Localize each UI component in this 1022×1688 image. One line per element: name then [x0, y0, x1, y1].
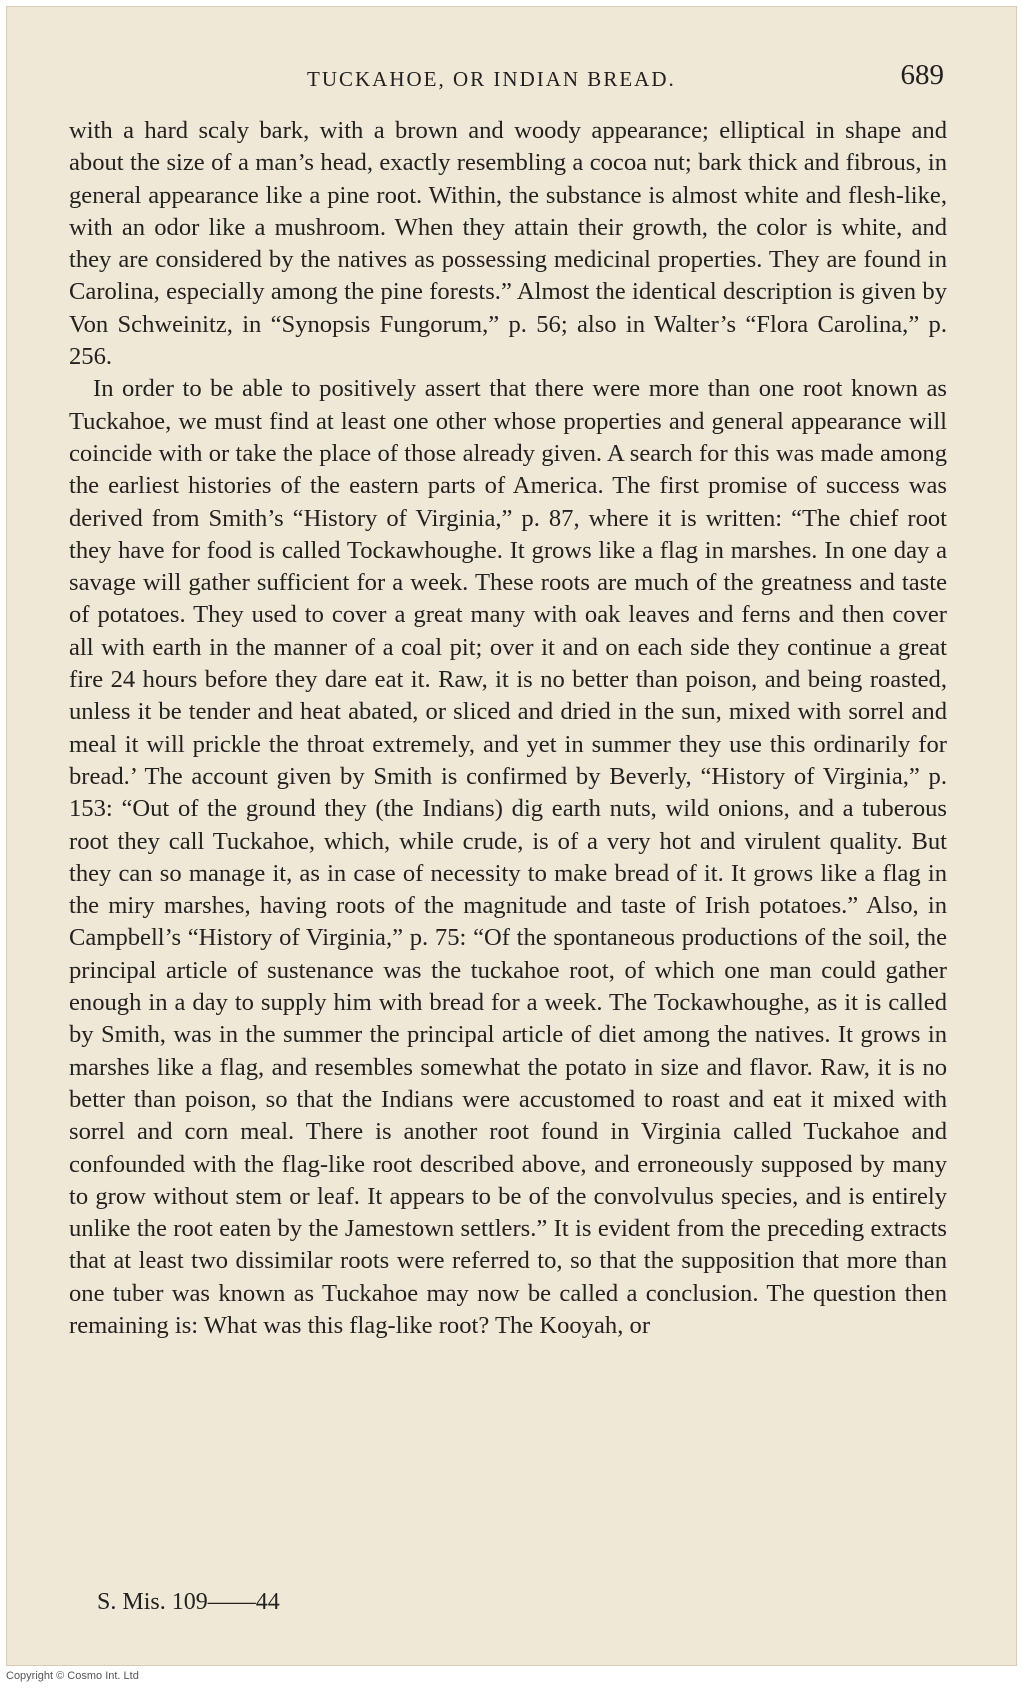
body-text — [69, 115, 947, 1342]
signature-mark: S. Mis. 109——44 — [97, 1589, 280, 1615]
page-header — [61, 57, 956, 97]
page-number: 689 — [900, 59, 944, 91]
running-title: TUCKAHOE, OR INDIAN BREAD. — [307, 67, 676, 91]
paragraph: In order to be able to positively assert that there were more than one root known as Tuckahoe, we must find at least one other whose properties and general appearance will coincide with or take the place of those already given. A search for this was made among the earliest histories of the eastern parts of America. The first promise of success was derived from Smith’s “History of Virginia,” p. 87, where it is written: “The chief root they have for food is called Tockawhoughe. It grows like a flag in marshes. In one day a savage will gather sufficient for a week. These roots are much of the greatness and taste of potatoes. They used to cover a great many with oak leaves and ferns and then cover all with earth in the manner of a coal pit; over it and on each side they continue a great fire 24 hours before they dare eat it. Raw, it is no better than poison, and being roasted, unless it be tender and heat abated, or sliced and dried in the sun, mixed with sorrel and meal it will prickle the throat extremely, and yet in summer they use this ordinarily for bread.’ The account given by Smith is confirmed by Beverly, “History of Virginia,” p. 153: “Out of the ground they (the Indians) dig earth nuts, wild onions, and a tuberous root they call Tuckahoe, which, while crude, is of a very hot and virulent quality. But they can so manage it, as in case of necessity to make bread of it. It grows like a flag in the miry marshes, having roots of the magnitude and taste of Irish potatoes.” Also, in Campbell’s “History of Virginia,” p. 75: “Of the spontaneous productions of the soil, the principal article of sustenance was the tuckahoe root, of which one man could gather enough in a day to supply him with bread for a week. The Tockawhoughe, as it is called by Smith, was in the summer the principal article of diet among the natives. It grows in marshes like a flag, and resembles somewhat the potato in size and flavor. Raw, it is no better than poison, so that the Indians were accustomed to roast and eat it mixed with sorrel and corn meal. There is another root found in Virginia called Tuckahoe and confounded with the flag-like root described above, and erroneously supposed by many to grow without stem or leaf. It appears to be of the convolvulus species, and is entirely unlike the root eaten by the Jamestown settlers.” It is evident from the preceding extracts that at least two dissimilar roots were referred to, so that the supposition that more than one tuber was known as Tuckahoe may now be called a conclusion. The question then remaining is: What was this flag-like root? The Kooyah, or — [69, 375, 947, 1339]
book-page — [6, 6, 1017, 1666]
paragraph: with a hard scaly bark, with a brown and woody appearance; elliptical in shape and about the size of a man’s head, exactly resembling a cocoa nut; bark thick and fibrous, in general appearance like a pine root. Within, the substance is almost white and flesh-like, with an odor like a mushroom. When they attain their growth, the color is white, and they are considered by the natives as possessing medicinal properties. They are found in Carolina, especially among the pine forests.” Almost the identical description is given by Von Schweinitz, in “Synopsis Fungorum,” p. 56; also in Walter’s “Flora Carolina,” p. 256. — [69, 117, 947, 371]
copyright-credit: Copyright © Cosmo Int. Ltd — [6, 1670, 139, 1682]
